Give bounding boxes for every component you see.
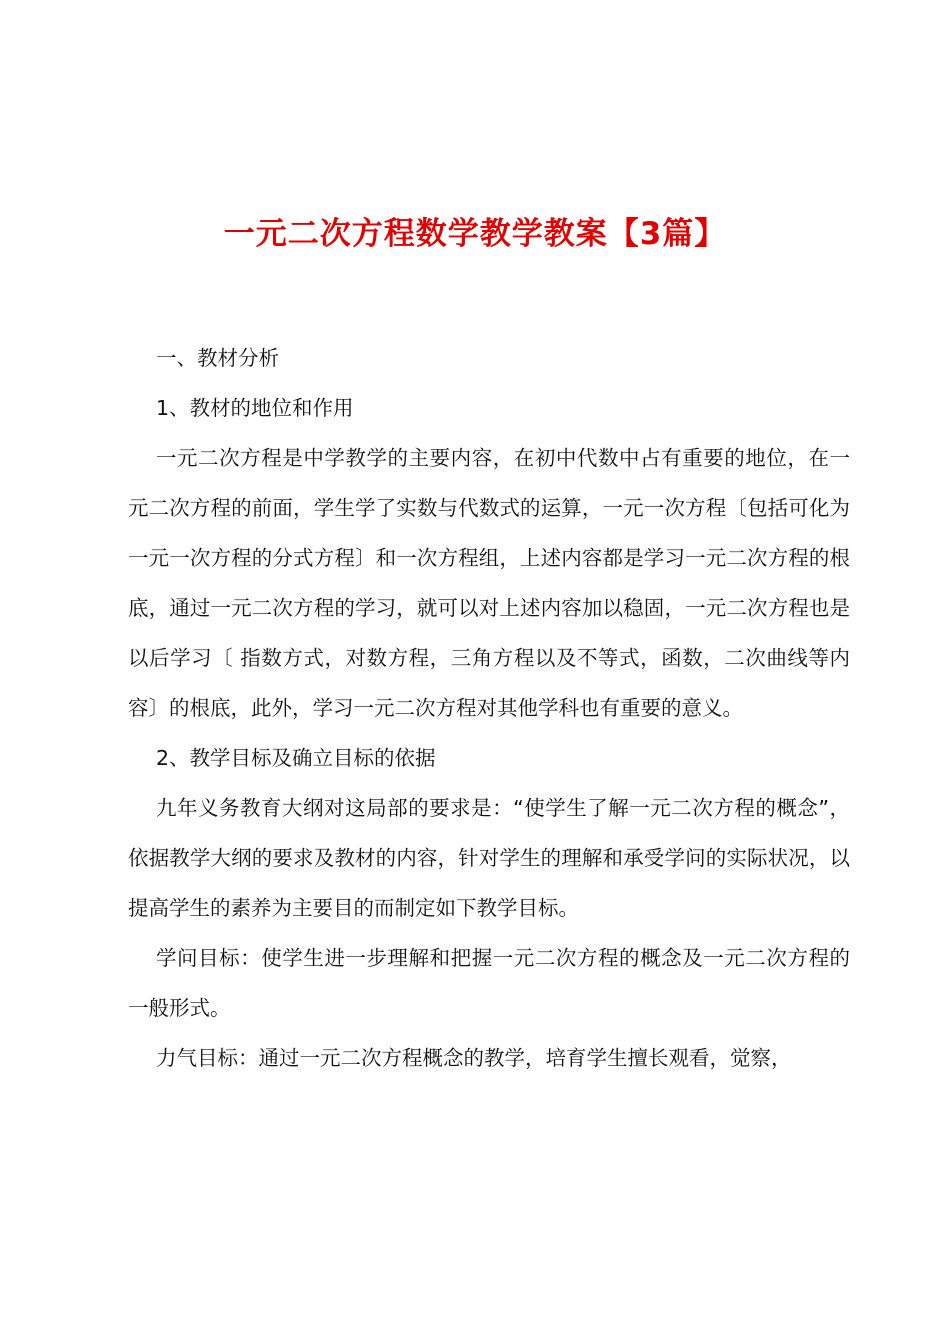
- subsection-heading-role: 1、教材的地位和作用: [156, 396, 354, 420]
- section-heading-textbook-analysis: 一、教材分析: [156, 346, 279, 370]
- paragraph-objectives-content: 九年义务教育大纲对这局部的要求是：“使学生了解一元二次方程的概念”，依据教学大纲的要求及教材的内容，针对学生的理解和承受学问的实际状况，以提高学生的素养为主要目的而制定如下教学目标。: [128, 796, 850, 920]
- document-body: [128, 333, 850, 1083]
- paragraph-role-content: 一元二次方程是中学教学的主要内容，在初中代数中占有重要的地位，在一元二次方程的前面，学生学了实数与代数式的运算，一元一次方程〔包括可化为一元一次方程的分式方程〕和一次方程组，上述内容都是学习一元二次方程的根底，通过一元二次方程的学习，就可以对上述内容加以稳固，一元二次方程也是以后学习〔 指数方式，对数方程，三角方程以及不等式，函数，二次曲线等内容〕的根底，此外，学习一元二次方程对其他学科也有重要的意义。: [128, 446, 850, 720]
- paragraph-knowledge-objective: 学问目标：使学生进一步理解和把握一元二次方程的概念及一元二次方程的一般形式。: [128, 946, 850, 1020]
- paragraph-ability-objective: 力气目标：通过一元二次方程概念的教学，培育学生擅长观看，觉察，: [156, 1046, 792, 1070]
- document-title: 一元二次方程数学教学教案【3篇】: [223, 216, 727, 252]
- subsection-heading-objectives: 2、教学目标及确立目标的依据: [156, 746, 436, 770]
